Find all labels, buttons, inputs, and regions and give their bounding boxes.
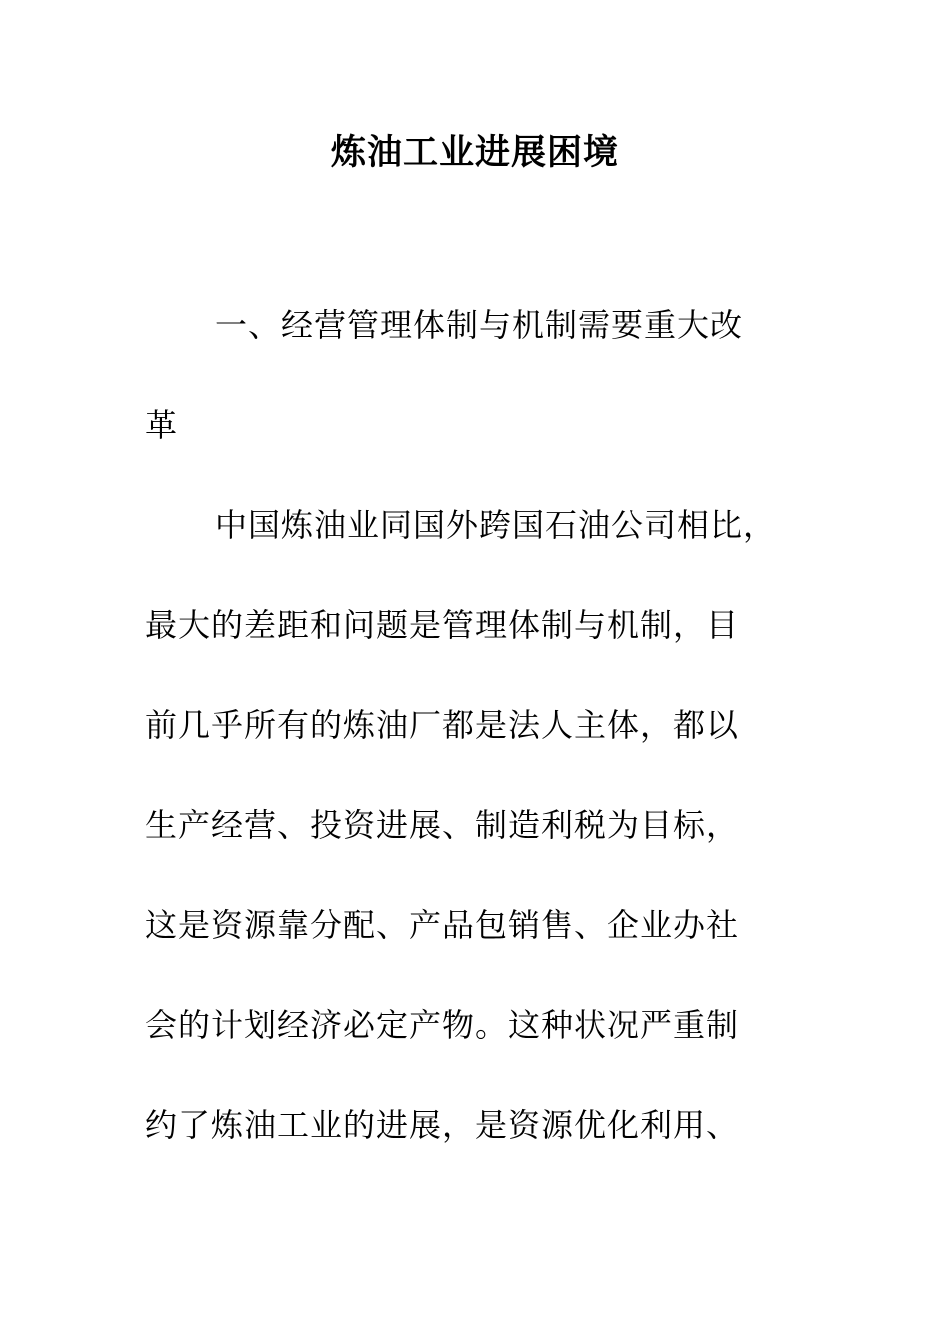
paragraph-line-4: 生产经营、投资进展、制造利税为目标， [145, 806, 740, 844]
paragraph-line-1: 中国炼油业同国外跨国石油公司相比， [215, 506, 777, 544]
section-heading-line-2: 革 [145, 406, 179, 444]
paragraph-line-3: 前几乎所有的炼油厂都是法人主体，都以 [145, 706, 740, 744]
paragraph-line-2: 最大的差距和问题是管理体制与机制，目 [145, 606, 740, 644]
document-title: 炼油工业进展困境 [330, 133, 619, 173]
paragraph-line-5: 这是资源靠分配、产品包销售、企业办社 [145, 906, 740, 944]
paragraph-line-6: 会的计划经济必定产物。这种状况严重制 [145, 1006, 740, 1044]
section-heading-line-1: 一、经营管理体制与机制需要重大改 [215, 306, 744, 344]
paragraph-line-7: 约了炼油工业的进展，是资源优化利用、 [145, 1106, 740, 1144]
